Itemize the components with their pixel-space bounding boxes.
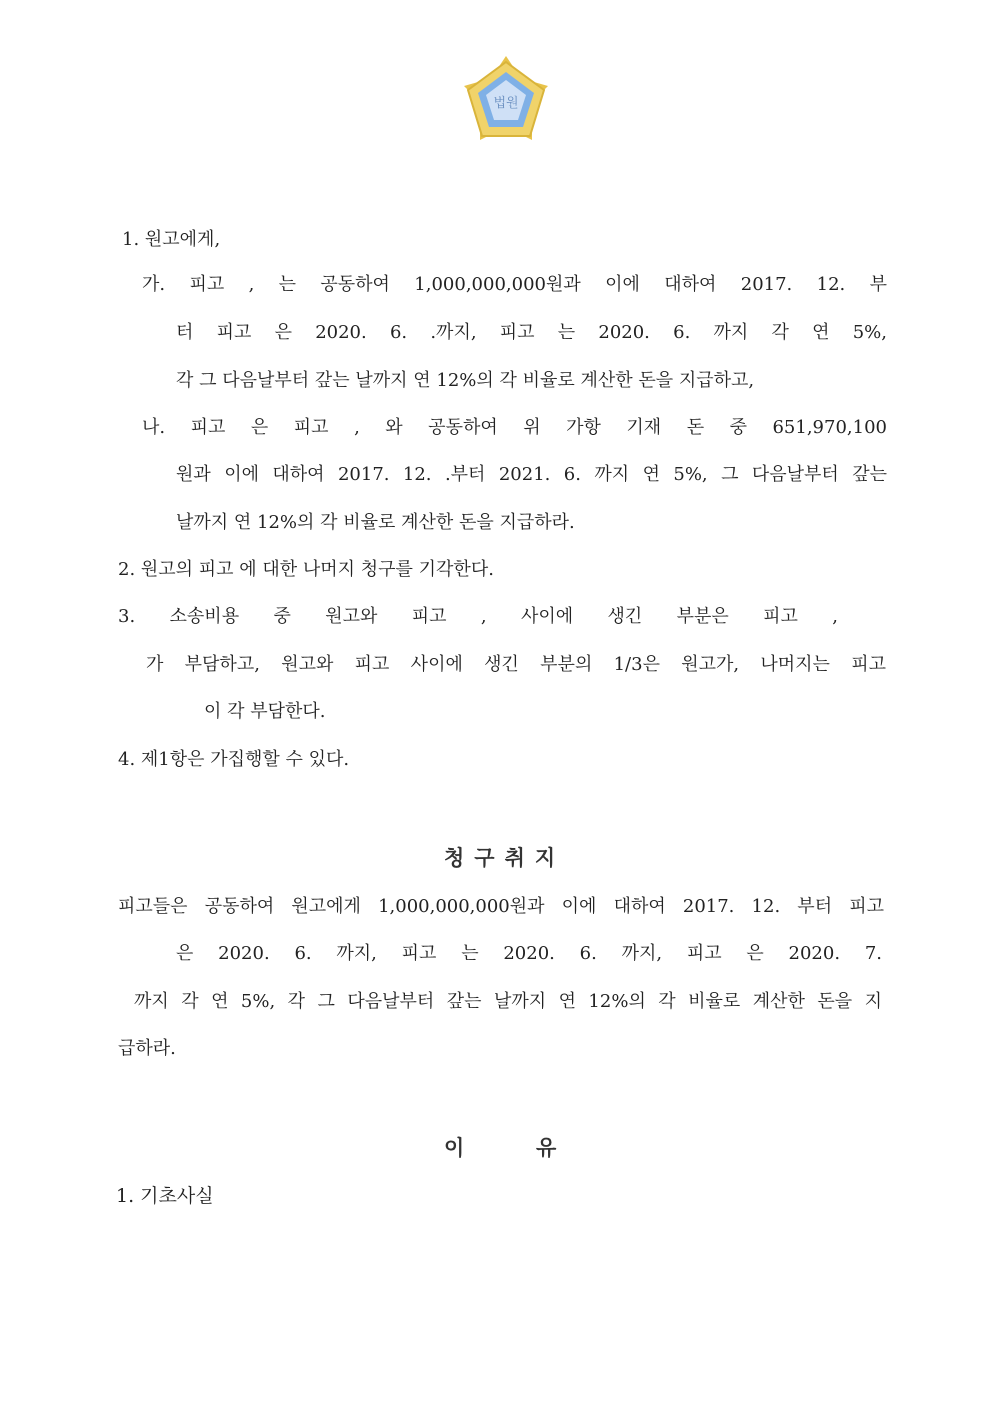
claim-line-3: 까지 각 연 5%, 각 그 다음날부터 갚는 날까지 연 12%의 각 비율로 계산한 돈을 지 <box>134 991 882 1012</box>
order-item-3-line-2: 가 부담하고, 원고와 피고 사이에 생긴 부분의 1/3은 원고가, 나머지는 피고 <box>146 654 886 675</box>
order-item-2: 2. 원고의 피고 에 대한 나머지 청구를 기각한다. <box>118 559 494 580</box>
order-item-1-na-line-1: 나. 피고 은 피고 , 와 공동하여 위 가항 기재 돈 중 651,970,100 <box>142 417 887 438</box>
order-item-3-line-3: 이 각 부담한다. <box>204 701 326 722</box>
order-item-1: 1. 원고에게, <box>122 229 221 250</box>
claim-title: 청구취지 <box>444 846 566 870</box>
claim-line-1: 피고들은 공동하여 원고에게 1,000,000,000원과 이에 대하여 2017. 12. 부터 피고 <box>118 896 884 917</box>
court-emblem-icon <box>460 54 552 144</box>
order-item-1-na-line-2: 원과 이에 대하여 2017. 12. .부터 2021. 6. 까지 연 5%, 그 다음날부터 갚는 <box>176 464 887 485</box>
claim-line-4: 급하라. <box>118 1038 176 1059</box>
order-item-3-line-1: 3. 소송비용 중 원고와 피고 , 사이에 생긴 부분은 피고 , <box>118 606 838 627</box>
emblem-label: 법원 <box>493 96 519 111</box>
order-item-1-ga-line-2: 터 피고 은 2020. 6. .까지, 피고 는 2020. 6. 까지 각 연 5%, <box>176 322 887 343</box>
order-item-1-na-line-3: 날까지 연 12%의 각 비율로 계산한 돈을 지급하라. <box>176 512 575 533</box>
reason-title-first: 이 <box>444 1136 465 1160</box>
reason-title-second: 유 <box>536 1136 557 1160</box>
reason-section-1: 1. 기초사실 <box>116 1185 214 1207</box>
order-item-1-ga-line-3: 각 그 다음날부터 갚는 날까지 연 12%의 각 비율로 계산한 돈을 지급하고, <box>176 370 755 391</box>
order-item-1-ga-line-1: 가. 피고 , 는 공동하여 1,000,000,000원과 이에 대하여 2017. 12. 부 <box>142 274 887 295</box>
claim-line-2: 은 2020. 6. 까지, 피고 는 2020. 6. 까지, 피고 은 2020. 7. <box>176 943 882 964</box>
order-item-4: 4. 제1항은 가집행할 수 있다. <box>118 749 350 770</box>
